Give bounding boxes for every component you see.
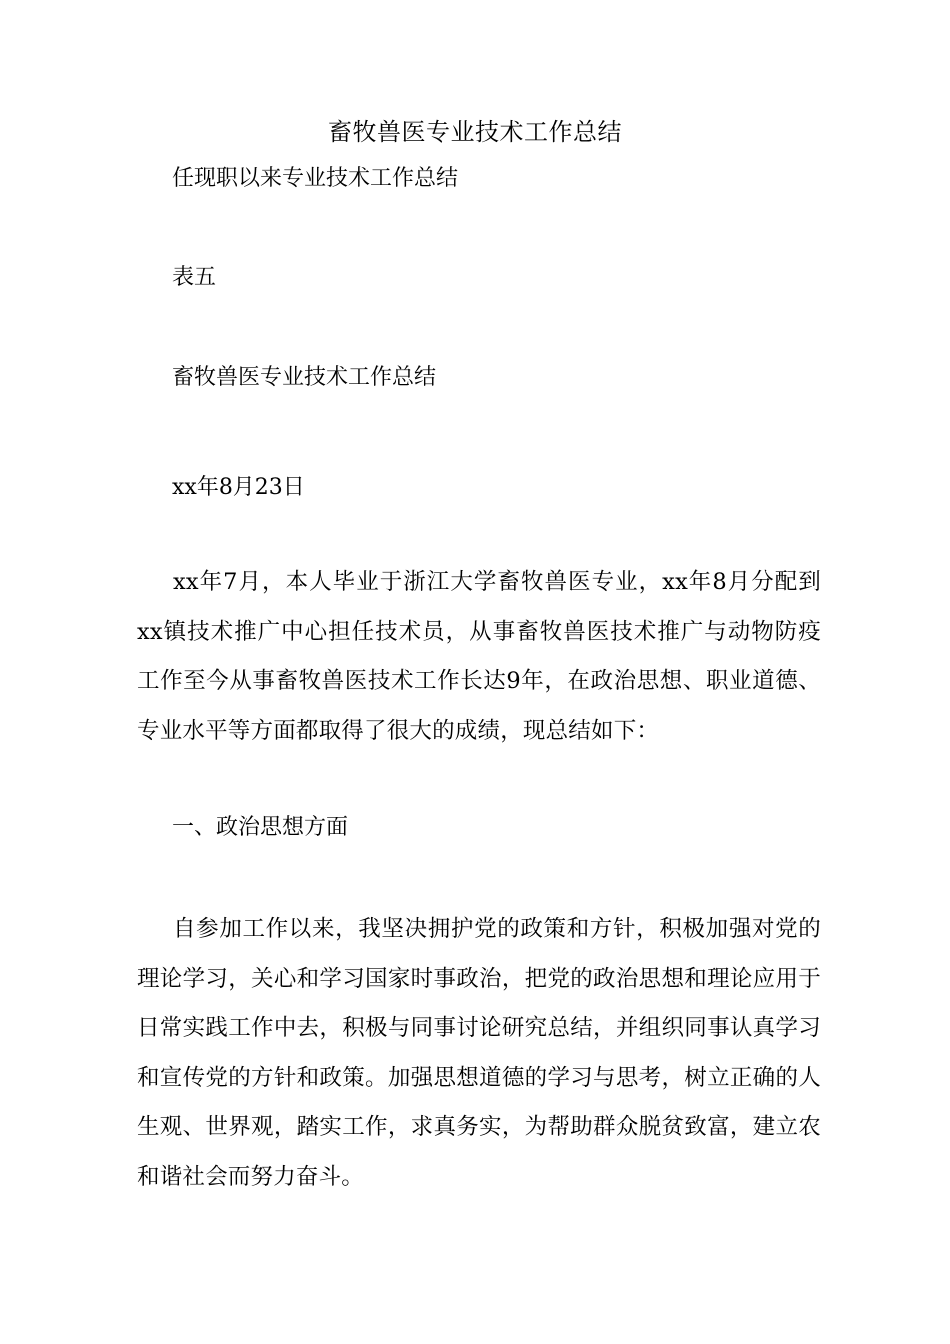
table-label: 表五	[172, 265, 217, 290]
document-date: xx年8月23日	[172, 475, 305, 500]
document-heading: 畜牧兽医专业技术工作总结	[172, 365, 437, 390]
section-1-heading: 一、政治思想方面	[172, 815, 349, 840]
document-title: 畜牧兽医专业技术工作总结	[328, 118, 622, 146]
section-1-paragraph: 自参加工作以来，我坚决拥护党的政策和方针，积极加强对党的理论学习，关心和学习国家时事政治，把党的政治思想和理论应用于日常实践工作中去，积极与同事讨论研究总结，并组织同事认真学习和宣传党的方针和政策。加强思想道德的学习与思考，树立正确的人生观、世界观，踏实工作，求真务实，为帮助群众脱贫致富，建立农和谐社会而努力奋斗。	[137, 916, 821, 1190]
intro-paragraph: xx年7月，本人毕业于浙江大学畜牧兽医专业，xx年8月分配到xx镇技术推广中心担任技术员，从事畜牧兽医技术推广与动物防疫工作至今从事畜牧兽医技术工作长达9年，在政治思想、职业道德、专业水平等方面都取得了很大的成绩，现总结如下：	[137, 569, 821, 744]
document-subtitle: 任现职以来专业技术工作总结	[172, 166, 459, 191]
